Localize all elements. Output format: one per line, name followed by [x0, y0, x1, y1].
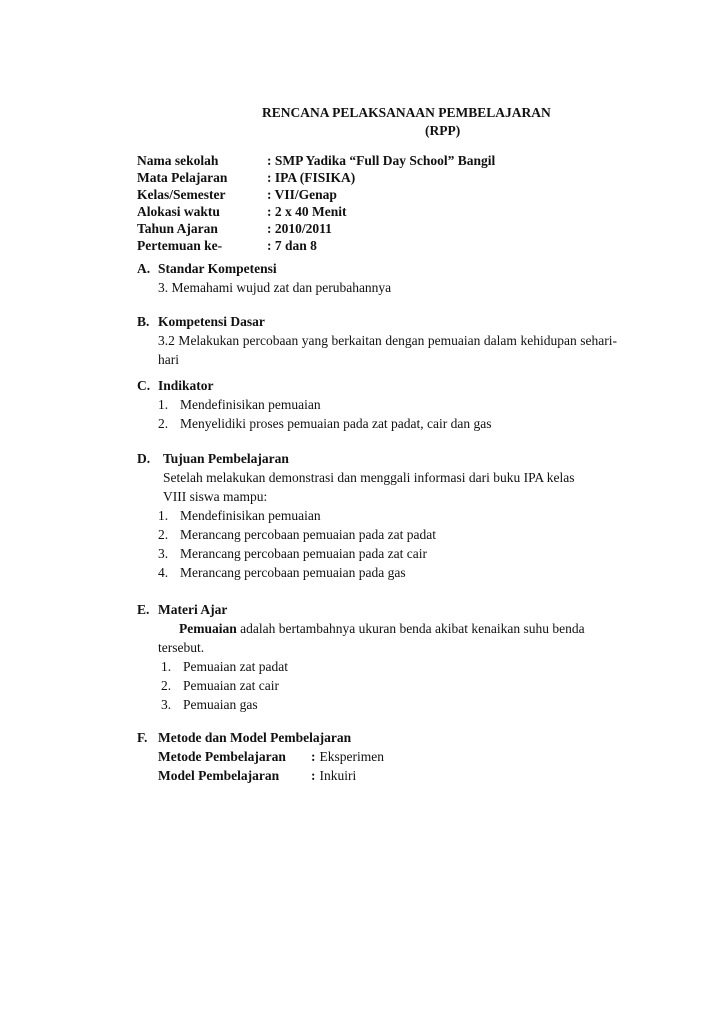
identity-value: : 2 x 40 Menit — [267, 204, 347, 219]
list-number: 1. — [158, 508, 169, 523]
identity-row — [137, 169, 495, 186]
definition-line-1 — [137, 619, 617, 638]
model-row — [158, 766, 617, 785]
method-label: Metode Pembelajaran — [158, 749, 286, 764]
section-standar-kompetensi — [137, 259, 617, 297]
identity-label: Nama sekolah — [137, 153, 219, 168]
list-item — [158, 525, 617, 544]
list-text: Pemuaian gas — [183, 697, 258, 712]
section-heading — [137, 312, 617, 331]
method-model-table — [137, 747, 617, 785]
list-item — [158, 414, 617, 433]
section-letter: C. — [137, 378, 151, 393]
identity-label: Mata Pelajaran — [137, 170, 228, 185]
identity-block — [137, 152, 495, 254]
model-value: Inkuiri — [319, 768, 357, 783]
identity-row — [137, 203, 495, 220]
identity-value: : VII/Genap — [267, 187, 337, 202]
list-number: 3. — [158, 546, 169, 561]
list-text: Merancang percobaan pemuaian pada gas — [180, 565, 406, 580]
list-item — [161, 676, 617, 695]
section-title: Tujuan Pembelajaran — [163, 451, 289, 466]
list-item — [161, 695, 617, 714]
definition-text: adalah bertambahnya ukuran benda akibat kenaikan suhu benda — [240, 621, 585, 636]
list-item — [158, 506, 617, 525]
section-title: Indikator — [158, 378, 214, 393]
section-text: 3. Memahami wujud zat dan perubahannya — [158, 280, 392, 295]
section-heading — [137, 449, 617, 468]
section-text: 3.2 Melakukan percobaan yang berkaitan dengan pemuaian dalam kehidupan sehari-hari — [158, 333, 617, 367]
section-heading — [137, 728, 617, 747]
section-heading — [137, 376, 617, 395]
section-letter: E. — [137, 602, 150, 617]
section-metode-model — [137, 728, 617, 785]
section-kompetensi-dasar — [137, 312, 617, 369]
section-letter: D. — [137, 451, 151, 466]
material-list — [137, 657, 617, 714]
identity-label: Tahun Ajaran — [137, 221, 218, 236]
title-line-2: (RPP) — [425, 123, 461, 138]
section-intro-line-1: Setelah melakukan demonstrasi dan menggali informasi dari buku IPA kelas — [163, 470, 575, 485]
list-text: Mendefinisikan pemuaian — [180, 508, 321, 523]
section-title: Metode dan Model Pembelajaran — [158, 730, 352, 745]
model-label: Model Pembelajaran — [158, 768, 280, 783]
list-number: 2. — [158, 527, 169, 542]
page-title — [262, 104, 582, 140]
identity-value: : SMP Yadika “Full Day School” Bangil — [267, 153, 496, 168]
identity-row — [137, 186, 495, 203]
identity-value: : 7 dan 8 — [267, 238, 317, 253]
list-number: 1. — [158, 397, 169, 412]
section-tujuan-pembelajaran — [137, 449, 617, 582]
list-item — [158, 395, 617, 414]
method-separator: : — [311, 749, 316, 764]
section-title: Standar Kompetensi — [158, 261, 277, 276]
list-number: 1. — [161, 659, 172, 674]
list-number: 2. — [161, 678, 172, 693]
identity-label: Pertemuan ke- — [137, 238, 223, 253]
section-letter: B. — [137, 314, 150, 329]
identity-label: Kelas/Semester — [137, 187, 226, 202]
section-letter: F. — [137, 730, 148, 745]
objective-list — [137, 506, 617, 582]
list-number: 3. — [161, 697, 172, 712]
list-item — [161, 657, 617, 676]
section-intro-line-2: VIII siswa mampu: — [163, 489, 268, 504]
list-text: Pemuaian zat cair — [183, 678, 279, 693]
title-line-1: RENCANA PELAKSANAAN PEMBELAJARAN — [262, 105, 551, 120]
identity-row — [137, 152, 495, 169]
list-number: 2. — [158, 416, 169, 431]
indicator-list — [137, 395, 617, 433]
section-materi-ajar — [137, 600, 617, 714]
identity-value: : IPA (FISIKA) — [267, 170, 356, 185]
list-text: Mendefinisikan pemuaian — [180, 397, 321, 412]
definition-line-2: tersebut. — [158, 640, 205, 655]
list-text: Merancang percobaan pemuaian pada zat cair — [180, 546, 427, 561]
list-text: Menyelidiki proses pemuaian pada zat padat, cair dan gas — [180, 416, 492, 431]
section-heading — [137, 259, 617, 278]
list-number: 4. — [158, 565, 169, 580]
identity-label: Alokasi waktu — [137, 204, 220, 219]
definition-term: Pemuaian — [179, 621, 237, 636]
section-indikator — [137, 376, 617, 433]
list-text: Merancang percobaan pemuaian pada zat padat — [180, 527, 436, 542]
method-row — [158, 747, 617, 766]
list-text: Pemuaian zat padat — [183, 659, 288, 674]
list-item — [158, 563, 617, 582]
section-letter: A. — [137, 261, 151, 276]
identity-row — [137, 220, 495, 237]
identity-row — [137, 237, 495, 254]
model-separator: : — [311, 768, 316, 783]
section-heading — [137, 600, 617, 619]
section-title: Kompetensi Dasar — [158, 314, 265, 329]
identity-value: : 2010/2011 — [267, 221, 332, 236]
method-value: Eksperimen — [319, 749, 384, 764]
list-item — [158, 544, 617, 563]
section-title: Materi Ajar — [158, 602, 228, 617]
